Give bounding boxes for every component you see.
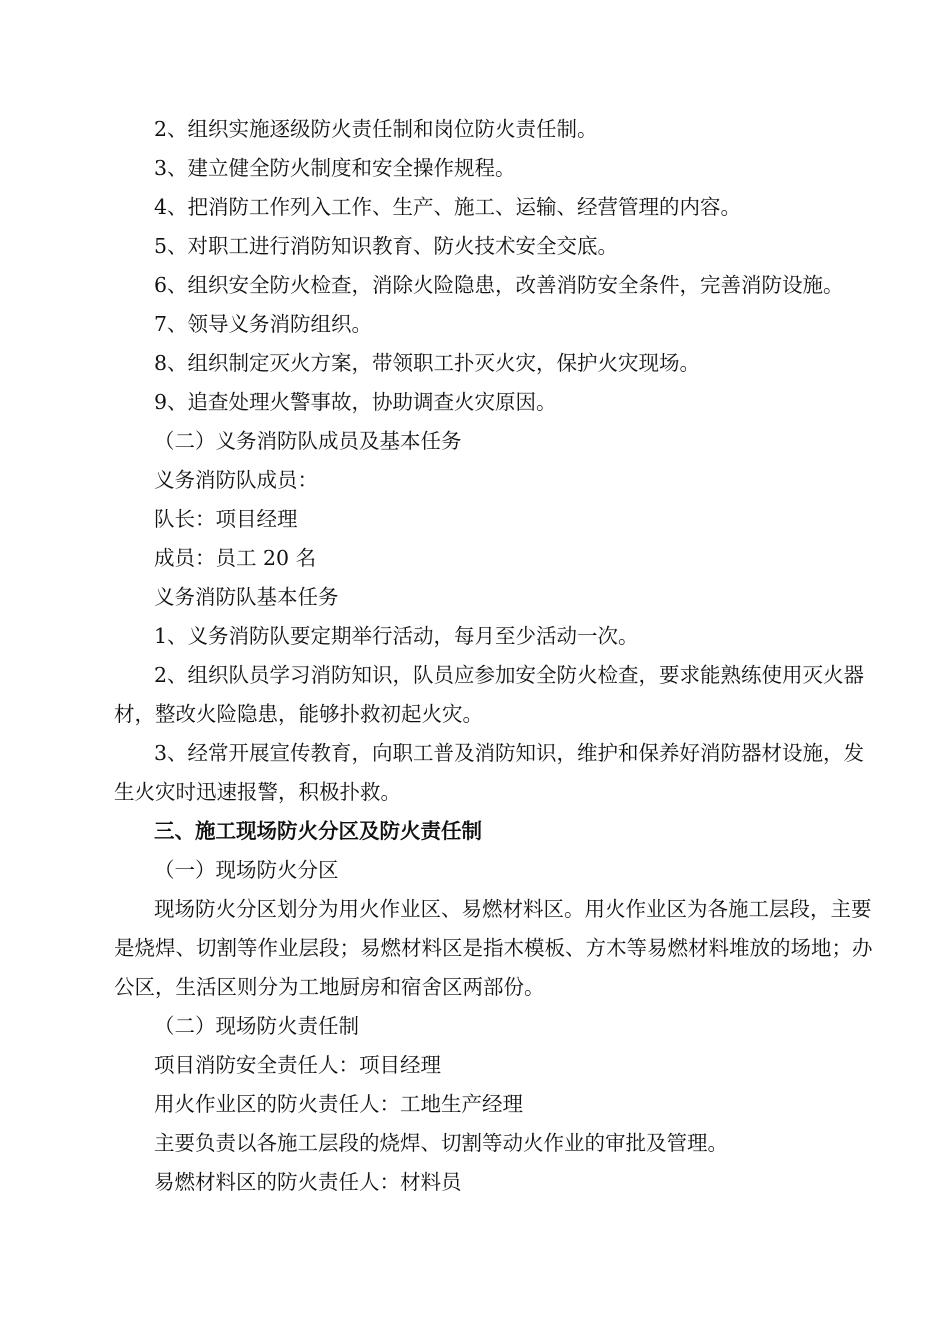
list-item-5: 5、对职工进行消防知识教育、防火技术安全交底。 bbox=[154, 234, 619, 258]
team-members-line: 成员：员工 20 名 bbox=[154, 546, 317, 570]
list-item-2: 2、组织实施逐级防火责任制和岗位防火责任制。 bbox=[154, 117, 598, 141]
fire-work-duty-line: 主要负责以各施工层段的烧焊、切割等动火作业的审批及管理。 bbox=[154, 1131, 728, 1155]
team-members-label: 义务消防队成员： bbox=[154, 468, 318, 492]
document-body bbox=[114, 110, 884, 1202]
list-item-9: 9、追查处理火警事故，协助调查火灾原因。 bbox=[154, 390, 557, 414]
task-item-2: 2、组织队员学习消防知识，队员应参加安全防火检查，要求能熟练使用灭火器材，整改火险隐患，能够扑救初起火灾。 bbox=[114, 663, 865, 726]
list-item-8: 8、组织制定灭火方案，带领职工扑灭火灾，保护火灾现场。 bbox=[154, 351, 701, 375]
list-item-7: 7、领导义务消防组织。 bbox=[154, 312, 373, 336]
safety-officer-line: 项目消防安全责任人：项目经理 bbox=[154, 1053, 441, 1077]
list-item-3: 3、建立健全防火制度和安全操作规程。 bbox=[154, 156, 516, 180]
fire-work-zone-officer-line: 用火作业区的防火责任人：工地生产经理 bbox=[154, 1092, 523, 1116]
list-item-4: 4、把消防工作列入工作、生产、施工、运输、经营管理的内容。 bbox=[154, 195, 742, 219]
list-item-6: 6、组织安全防火检查，消除火险隐患，改善消防安全条件，完善消防设施。 bbox=[154, 273, 844, 297]
section-heading-fire-zones: 三、施工现场防火分区及防火责任制 bbox=[154, 819, 482, 843]
task-item-3: 3、经常开展宣传教育，向职工普及消防知识，维护和保养好消防器材设施，发生火灾时迅速报警，积极扑救。 bbox=[114, 741, 865, 804]
site-zones-description: 现场防火分区划分为用火作业区、易燃材料区。用火作业区为各施工层段，主要是烧焊、切割等作业层段；易燃材料区是指木模板、方木等易燃材料堆放的场地；办公区，生活区则分为工地厨房和宿舍区两部份。 bbox=[114, 897, 873, 999]
team-tasks-label: 义务消防队基本任务 bbox=[154, 585, 339, 609]
flammable-zone-officer-line: 易燃材料区的防火责任人：材料员 bbox=[154, 1170, 462, 1194]
team-leader-line: 队长：项目经理 bbox=[154, 507, 298, 531]
subsection-heading-site-zones: （一）现场防火分区 bbox=[154, 858, 339, 882]
subsection-heading-responsibility: （二）现场防火责任制 bbox=[154, 1014, 359, 1038]
subsection-heading-volunteer-team: （二）义务消防队成员及基本任务 bbox=[154, 429, 462, 453]
task-item-1: 1、义务消防队要定期举行活动，每月至少活动一次。 bbox=[154, 624, 639, 648]
